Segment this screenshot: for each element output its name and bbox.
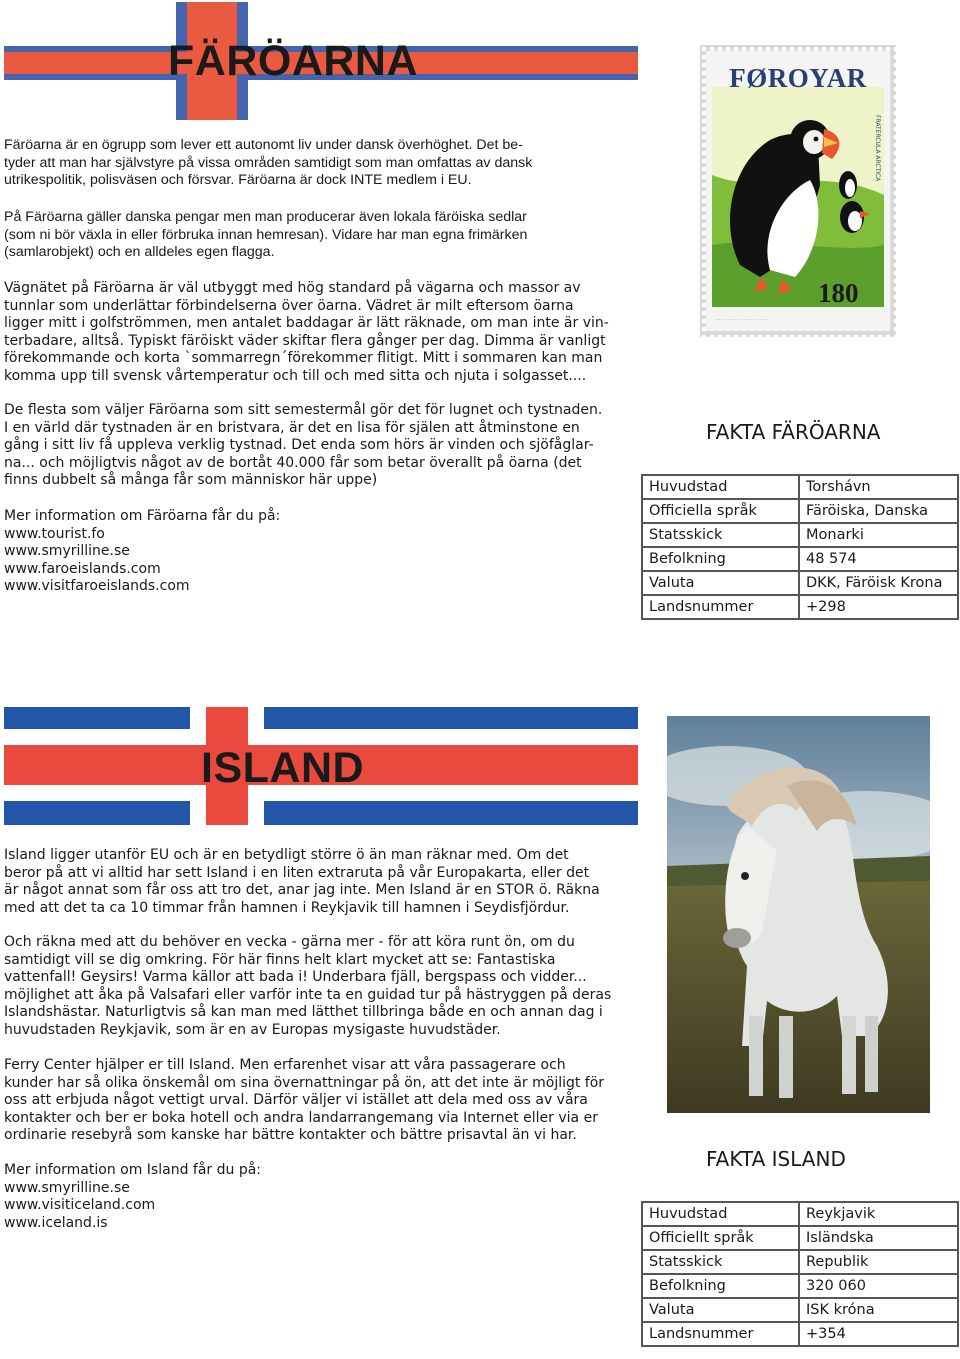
fact-value: Monarki	[799, 523, 958, 547]
table-row	[642, 1202, 958, 1226]
fact-value: DKK, Färöisk Krona	[799, 571, 958, 595]
fact-value: 48 574	[799, 547, 958, 571]
fact-value: Färöiska, Danska	[799, 499, 958, 523]
faroe-fact-table	[641, 474, 959, 620]
iceland-fact-heading: FAKTA ISLAND	[706, 1147, 846, 1171]
svg-text:· · · · · · · · · · · · ·: · · · · · · · · · · · · · · · · ·	[716, 317, 769, 323]
table-row	[642, 1322, 958, 1346]
fact-label: Valuta	[642, 571, 799, 595]
table-row	[642, 1226, 958, 1250]
svg-text:FRATERCULA ARCTICA: FRATERCULA ARCTICA	[874, 115, 881, 182]
iceland-paragraph-1: Island ligger utanför EU och är en betydligt större ö än man räknar med. Om det beror på att vi alltid har sett Island i en liten extraruta på vår Europakarta, eller det är något annat som får oss att tro det, anar jag inte. Men Island är en STOR ö. Räkna med att det ta ca 10 timmar från hamnen i Reykjavik till hamnen i Seydisfjördur.	[4, 847, 600, 916]
fact-value: Reykjavik	[799, 1202, 958, 1226]
fact-label: Landsnummer	[642, 1322, 799, 1346]
fact-label: Landsnummer	[642, 595, 799, 619]
fact-value: Republik	[799, 1250, 958, 1274]
iceland-paragraph-2: Och räkna med att du behöver en vecka - gärna mer - för att köra runt ön, om du samtidigt vill se dig omkring. För här finns helt klart mycket att se: Fantastiska vattenfall! Geysirs! Varma källor att bada i! Underbara fjäll, bergspass och vidder... möjlighet att åka på Valsafari eller varför inte ta en guidad tur på hästryggen på deras Islandshästar. Naturligtvis så kan man med lätthet tillbringa både en och annan dag i huvudstaden Reykjavik, som är en av Europas mysigaste huvudstäder.	[4, 934, 612, 1038]
fact-label: Statsskick	[642, 1250, 799, 1274]
faroe-paragraph-3: Vägnätet på Färöarna är väl utbyggt med hög standard på vägarna och massor av tunnlar som underlättar förbindelserna över öarna. Vädret är milt eftersom öarna ligger mitt i golfströmmen, men antalet baddagar är lätt räknade, om man inte är vin- terbadare, alltså. Typiskt färöiskt väder skiftar flera gånger per dag. Dimma är vanligt förekommande och korta `sommarregn´förekommer flitigt. Mitt i sommaren kan man komma upp till svensk vårtemperatur och till och med sitta och njuta i solgasset....	[4, 280, 609, 384]
puffin-stamp-icon	[700, 45, 896, 337]
fact-label: Huvudstad	[642, 475, 799, 499]
fact-label: Officiellt språk	[642, 1226, 799, 1250]
table-row	[642, 571, 958, 595]
fact-label: Valuta	[642, 1298, 799, 1322]
table-row	[642, 547, 958, 571]
table-row	[642, 1298, 958, 1322]
fact-label: Huvudstad	[642, 1202, 799, 1226]
fact-value: ISK króna	[799, 1298, 958, 1322]
iceland-title: ISLAND	[201, 744, 365, 792]
faroe-paragraph-2: På Färöarna gäller danska pengar men man producerar även lokala färöiska sedlar (som ni bör växla in eller förbruka innan hemresan). Vidare har man egna frimärken (samlarobjekt) och en alldeles egen flagga.	[4, 209, 528, 261]
fact-label: Befolkning	[642, 1274, 799, 1298]
fact-value: +298	[799, 595, 958, 619]
faroe-fact-heading: FAKTA FÄRÖARNA	[706, 420, 881, 444]
faroe-paragraph-4: De flesta som väljer Färöarna som sitt semestermål gör det för lugnet och tystnaden. I en värld där tystnaden är en bristvara, är det en lisa för själen att åtminstone en gång i sitt liv få uppleva verklig tystnad. Det enda som hörs är vinden och sjöfåglar- na... och möjligtvis något av de bortåt 40.000 får som betar överallt på öarna (det finns dubbelt så många får som människor här uppe)	[4, 402, 603, 489]
faroe-paragraph-1: Färöarna är en ögrupp som lever ett autonomt liv under dansk överhöghet. Det be- tyder att man har självstyre på vissa områden samtidigt som man omfattas av dansk utrikespolitik, polisväsen och försvar. Färöarna är dock INTE medlem i EU.	[4, 137, 533, 189]
iceland-more-info: Mer information om Island får du på: www.smyrilline.se www.visiticeland.com www.iceland.is	[4, 1162, 262, 1231]
table-row	[642, 499, 958, 523]
fact-value: Isländska	[799, 1226, 958, 1250]
fact-value: 320 060	[799, 1274, 958, 1298]
fact-value: Torshávn	[799, 475, 958, 499]
table-row	[642, 475, 958, 499]
faroe-title: FÄRÖARNA	[168, 37, 419, 85]
fact-label: Officiella språk	[642, 499, 799, 523]
table-row	[642, 1274, 958, 1298]
table-row	[642, 595, 958, 619]
stamp-country: FØROYAR	[729, 63, 867, 93]
iceland-paragraph-3: Ferry Center hjälper er till Island. Men erfarenhet visar att våra passagerare och kunder har så olika önskemål om sina övernattningar på ön, att det inte är möjligt för oss att erbjuda något vettigt urval. Därför väljer vi istället att dela med oss av våra kontakter och ber er boka hotell och andra landarrangemang via Internet eller via er ordinarie resebyrå som kanske har bättre kontakter och bättre prisavtal än vi har.	[4, 1057, 605, 1144]
table-row	[642, 523, 958, 547]
fact-label: Befolkning	[642, 547, 799, 571]
icelandic-horse-photo-icon	[667, 716, 930, 1113]
stamp-value: 180	[818, 278, 859, 308]
fact-value: +354	[799, 1322, 958, 1346]
table-row	[642, 1250, 958, 1274]
faroe-more-info: Mer information om Färöarna får du på: www.tourist.fo www.smyrilline.se www.faroeislands.com www.visitfaroeislands.com	[4, 508, 281, 595]
fact-label: Statsskick	[642, 523, 799, 547]
iceland-fact-table	[641, 1201, 959, 1347]
